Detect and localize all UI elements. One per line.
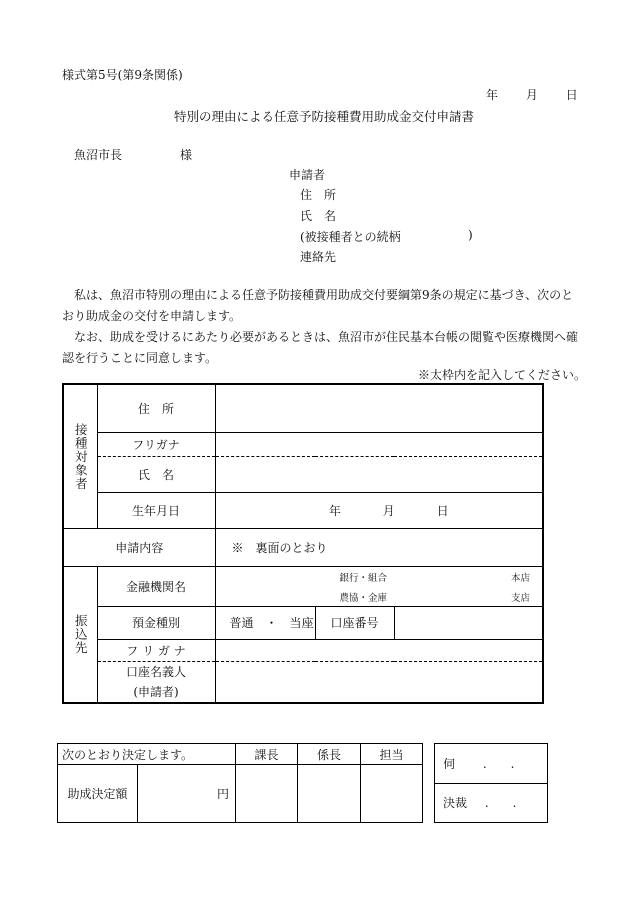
request-value: ※ 裏面のとおり	[215, 528, 543, 566]
decision-header: 次のとおり決定します。	[58, 744, 236, 765]
account-type-label: 預金種別	[97, 606, 215, 639]
decision-row[interactable]	[435, 783, 548, 823]
addressee-name: 魚沼市長	[74, 148, 123, 162]
subject-name-field[interactable]	[215, 456, 543, 492]
subject-name-label: 氏 名	[97, 456, 215, 492]
body-paragraph-2: なお、助成を受けるにあたり必要があるときは、魚沼市が住民基本台帳の閲覧や医療機関へ確認を行うことに同意します。	[62, 330, 579, 365]
page-title: 特別の理由による任意予防接種費用助成金交付申請書	[174, 109, 475, 124]
subject-birthdate-field[interactable]	[215, 492, 543, 528]
subject-address-label: 住 所	[97, 384, 215, 432]
subject-group-label: 接種対象者	[73, 422, 89, 490]
birth-day-label: 日	[436, 503, 449, 518]
holder-label: 口座名義人	[125, 664, 186, 679]
decision-label: 決裁	[443, 796, 468, 811]
body-paragraph-1: 私は、魚沼市特別の理由による任意予防接種費用助成交付要綱第9条の規定に基づき、次のとおり助成金の交付を申請します。	[62, 288, 574, 323]
inquiry-dots: . .	[482, 756, 515, 771]
application-table	[62, 383, 544, 704]
amount-field[interactable]	[138, 765, 236, 823]
applicant-name-label: 氏 名	[300, 209, 337, 223]
decision-table	[57, 743, 423, 823]
date-year: 年	[486, 88, 499, 102]
applicant-contact-label: 連絡先	[300, 250, 337, 264]
applicant-address-label: 住 所	[300, 188, 337, 202]
bank-name-label: 金融機関名	[97, 566, 215, 606]
bank-type-2: 農協・金庫	[339, 592, 388, 604]
account-number-label: 口座番号	[315, 606, 394, 639]
instruction-note: ※太枠内を記入してください。	[418, 368, 587, 382]
holder-label-cell	[97, 661, 215, 703]
request-label: 申請内容	[63, 528, 215, 566]
holder-sub-label: (申請者)	[133, 684, 179, 699]
branch-2: 支店	[510, 592, 530, 604]
applicant-relation-close: )	[468, 228, 473, 242]
subject-furigana-field[interactable]	[215, 432, 543, 456]
subject-address-field[interactable]	[215, 384, 543, 432]
yen-label: 円	[216, 787, 229, 801]
transfer-group-cell	[63, 566, 97, 703]
subject-furigana-label: フリガナ	[97, 432, 215, 456]
section-chief-seal[interactable]	[236, 765, 298, 823]
approval-box	[434, 743, 548, 823]
form-number: 様式第5号(第9条関係)	[62, 68, 183, 82]
in-charge-seal[interactable]	[361, 765, 423, 823]
date-day: 日	[565, 88, 578, 102]
bank-name-field[interactable]	[215, 566, 543, 606]
decision-dots: . .	[484, 796, 517, 811]
date-month: 月	[525, 88, 538, 102]
inquiry-label: 伺	[443, 756, 456, 771]
addressee-honorific: 様	[180, 148, 193, 162]
holder-furigana-field[interactable]	[215, 639, 543, 661]
bank-type-1: 銀行・組合	[339, 572, 388, 584]
birth-month-label: 月	[382, 503, 395, 518]
sub-chief-label: 係長	[298, 744, 361, 765]
sub-chief-seal[interactable]	[298, 765, 361, 823]
body-text	[62, 285, 582, 369]
inquiry-row[interactable]	[435, 744, 548, 784]
branch-1: 本店	[510, 572, 530, 584]
applicant-heading: 申請者	[289, 168, 326, 182]
amount-label: 助成決定額	[58, 765, 138, 823]
in-charge-label: 担当	[361, 744, 423, 765]
account-number-field[interactable]	[394, 606, 543, 639]
applicant-relation-label: (被接種者との続柄	[300, 230, 401, 244]
date-line	[486, 86, 578, 103]
subject-birthdate-label: 生年月日	[97, 492, 215, 528]
section-chief-label: 課長	[236, 744, 298, 765]
holder-furigana-label: フ リ ガ ナ	[97, 639, 215, 661]
subject-group-cell	[63, 384, 97, 528]
birth-year-label: 年	[328, 503, 341, 518]
holder-name-field[interactable]	[215, 661, 543, 703]
transfer-group-label: 振込先	[73, 613, 89, 655]
account-type-value[interactable]: 普通 ・ 当座	[215, 606, 315, 639]
